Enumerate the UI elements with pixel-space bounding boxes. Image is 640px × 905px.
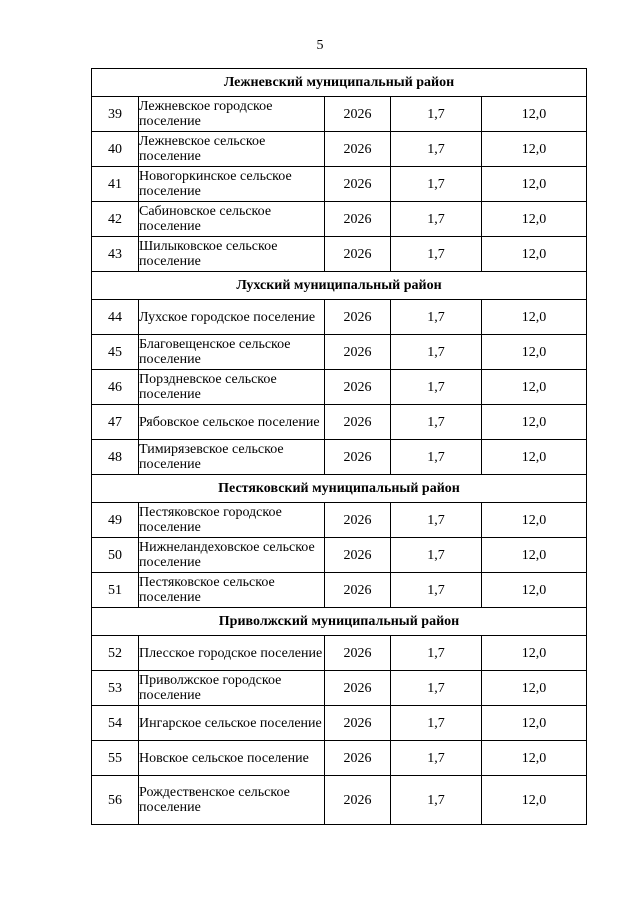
value-2-cell: 12,0 — [482, 671, 587, 706]
value-2-cell: 12,0 — [482, 370, 587, 405]
section-title: Приволжский муниципальный район — [92, 608, 587, 636]
row-number-cell: 54 — [92, 706, 139, 741]
section-header-row — [92, 608, 587, 636]
year-cell: 2026 — [325, 776, 391, 825]
value-1-cell: 1,7 — [391, 97, 482, 132]
year-cell: 2026 — [325, 132, 391, 167]
row-number-cell: 42 — [92, 202, 139, 237]
row-number-cell: 47 — [92, 405, 139, 440]
settlement-name-cell: Шилыковское сельское поселение — [139, 237, 325, 272]
value-2-cell: 12,0 — [482, 97, 587, 132]
value-2-cell: 12,0 — [482, 167, 587, 202]
value-1-cell: 1,7 — [391, 538, 482, 573]
row-number-cell: 40 — [92, 132, 139, 167]
row-number-cell: 52 — [92, 636, 139, 671]
table-row — [92, 132, 587, 167]
year-cell: 2026 — [325, 202, 391, 237]
settlement-name-cell: Сабиновское сельское поселение — [139, 202, 325, 237]
year-cell: 2026 — [325, 405, 391, 440]
table-row — [92, 335, 587, 370]
value-2-cell: 12,0 — [482, 237, 587, 272]
settlement-name-cell: Ингарское сельское поселение — [139, 706, 325, 741]
settlement-name-cell: Рябовское сельское поселение — [139, 405, 325, 440]
value-1-cell: 1,7 — [391, 440, 482, 475]
value-1-cell: 1,7 — [391, 132, 482, 167]
year-cell: 2026 — [325, 671, 391, 706]
year-cell: 2026 — [325, 706, 391, 741]
year-cell: 2026 — [325, 741, 391, 776]
value-1-cell: 1,7 — [391, 636, 482, 671]
value-2-cell: 12,0 — [482, 440, 587, 475]
row-number-cell: 45 — [92, 335, 139, 370]
settlement-name-cell: Благовещенское сельское поселение — [139, 335, 325, 370]
year-cell: 2026 — [325, 97, 391, 132]
year-cell: 2026 — [325, 167, 391, 202]
year-cell: 2026 — [325, 335, 391, 370]
row-number-cell: 46 — [92, 370, 139, 405]
page-number: 5 — [316, 38, 324, 53]
row-number-cell: 49 — [92, 503, 139, 538]
value-2-cell: 12,0 — [482, 202, 587, 237]
value-1-cell: 1,7 — [391, 706, 482, 741]
settlement-name-cell: Плесское городское поселение — [139, 636, 325, 671]
value-1-cell: 1,7 — [391, 503, 482, 538]
table-row — [92, 370, 587, 405]
value-1-cell: 1,7 — [391, 671, 482, 706]
row-number-cell: 51 — [92, 573, 139, 608]
row-number-cell: 53 — [92, 671, 139, 706]
settlement-name-cell: Приволжское городское поселение — [139, 671, 325, 706]
value-1-cell: 1,7 — [391, 741, 482, 776]
settlement-name-cell: Нижнеландеховское сельское поселение — [139, 538, 325, 573]
row-number-cell: 56 — [92, 776, 139, 825]
table-row — [92, 503, 587, 538]
value-2-cell: 12,0 — [482, 300, 587, 335]
row-number-cell: 48 — [92, 440, 139, 475]
table-row — [92, 706, 587, 741]
table-row — [92, 671, 587, 706]
section-title: Лежневский муниципальный район — [92, 69, 587, 97]
value-1-cell: 1,7 — [391, 776, 482, 825]
value-2-cell: 12,0 — [482, 776, 587, 825]
table-row — [92, 776, 587, 825]
value-2-cell: 12,0 — [482, 538, 587, 573]
table-row — [92, 237, 587, 272]
value-2-cell: 12,0 — [482, 503, 587, 538]
section-title: Пестяковский муниципальный район — [92, 475, 587, 503]
row-number-cell: 41 — [92, 167, 139, 202]
settlement-name-cell: Лухское городское поселение — [139, 300, 325, 335]
value-2-cell: 12,0 — [482, 636, 587, 671]
year-cell: 2026 — [325, 636, 391, 671]
row-number-cell: 44 — [92, 300, 139, 335]
value-2-cell: 12,0 — [482, 573, 587, 608]
value-2-cell: 12,0 — [482, 132, 587, 167]
settlement-name-cell: Новогоркинское сельское поселение — [139, 167, 325, 202]
settlement-name-cell: Тимирязевское сельское поселение — [139, 440, 325, 475]
row-number-cell: 55 — [92, 741, 139, 776]
value-1-cell: 1,7 — [391, 237, 482, 272]
row-number-cell: 50 — [92, 538, 139, 573]
row-number-cell: 43 — [92, 237, 139, 272]
settlement-name-cell: Пестяковское сельское поселение — [139, 573, 325, 608]
year-cell: 2026 — [325, 440, 391, 475]
table-row — [92, 538, 587, 573]
settlement-name-cell: Пестяковское городское поселение — [139, 503, 325, 538]
year-cell: 2026 — [325, 237, 391, 272]
value-1-cell: 1,7 — [391, 202, 482, 237]
table-row — [92, 440, 587, 475]
year-cell: 2026 — [325, 503, 391, 538]
settlement-name-cell: Лежневское городское поселение — [139, 97, 325, 132]
value-2-cell: 12,0 — [482, 335, 587, 370]
settlement-name-cell: Порздневское сельское поселение — [139, 370, 325, 405]
value-1-cell: 1,7 — [391, 300, 482, 335]
value-2-cell: 12,0 — [482, 741, 587, 776]
section-header-row — [92, 475, 587, 503]
settlement-name-cell: Рождественское сельское поселение — [139, 776, 325, 825]
value-1-cell: 1,7 — [391, 405, 482, 440]
table-row — [92, 97, 587, 132]
section-header-row — [92, 272, 587, 300]
table-row — [92, 573, 587, 608]
table-row — [92, 167, 587, 202]
table-row — [92, 202, 587, 237]
table-row — [92, 405, 587, 440]
value-1-cell: 1,7 — [391, 573, 482, 608]
value-2-cell: 12,0 — [482, 706, 587, 741]
value-1-cell: 1,7 — [391, 167, 482, 202]
year-cell: 2026 — [325, 573, 391, 608]
row-number-cell: 39 — [92, 97, 139, 132]
municipal-table — [91, 68, 587, 825]
value-2-cell: 12,0 — [482, 405, 587, 440]
year-cell: 2026 — [325, 538, 391, 573]
value-1-cell: 1,7 — [391, 370, 482, 405]
year-cell: 2026 — [325, 300, 391, 335]
year-cell: 2026 — [325, 370, 391, 405]
value-1-cell: 1,7 — [391, 335, 482, 370]
settlement-name-cell: Новское сельское поселение — [139, 741, 325, 776]
table-row — [92, 300, 587, 335]
section-header-row — [92, 69, 587, 97]
section-title: Лухский муниципальный район — [92, 272, 587, 300]
table-row — [92, 741, 587, 776]
settlement-name-cell: Лежневское сельское поселение — [139, 132, 325, 167]
table-row — [92, 636, 587, 671]
